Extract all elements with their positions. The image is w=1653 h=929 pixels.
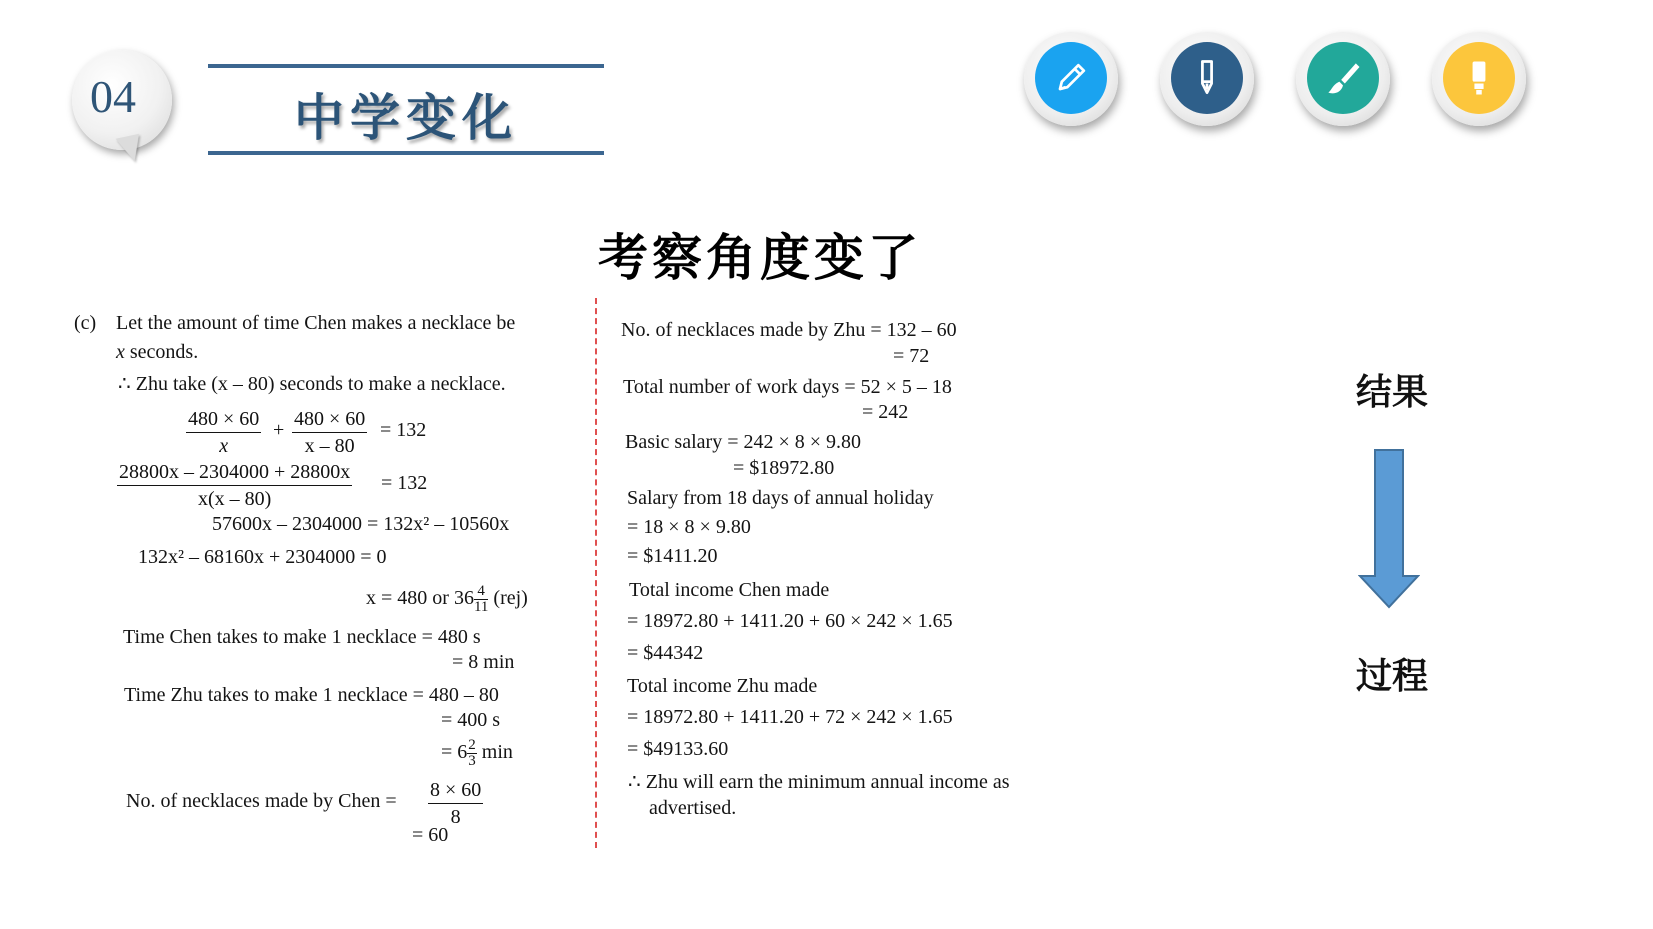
marker-icon — [1443, 42, 1515, 114]
chen-income-line-1: Total income Chen made — [629, 579, 830, 601]
variable-x: x — [116, 341, 125, 363]
bubble-tail — [116, 134, 145, 164]
eq2-fraction — [117, 461, 352, 511]
holiday-line-2: = 18 × 8 × 9.80 — [627, 516, 751, 538]
zhu-time-3-suffix: min — [476, 741, 513, 764]
zhu-necklaces-line-1: No. of necklaces made by Zhu = 132 – 60 — [621, 319, 957, 341]
zhu-time-frac-num: 2 — [468, 737, 476, 753]
zhu-income-line-3: = $49133.60 — [627, 738, 729, 760]
tool-brush — [1296, 32, 1390, 126]
tool-pencil — [1024, 32, 1118, 126]
chen-time-line-2: = 8 min — [452, 651, 515, 673]
result-label: 结果 — [1355, 372, 1428, 413]
zhu-necklaces-line-2: = 72 — [893, 345, 930, 367]
column-divider — [595, 298, 597, 848]
eq3: 57600x – 2304000 = 132x² – 10560x — [212, 513, 510, 535]
work-days-line-2: = 242 — [862, 401, 909, 423]
chen-necklaces-numerator: 8 × 60 — [428, 779, 483, 804]
eq5-fraction — [474, 584, 488, 615]
eq2-denominator: x(x – 80) — [197, 488, 272, 510]
brush-icon — [1307, 42, 1379, 114]
eq5-suffix: (rej) — [488, 587, 528, 610]
subtitle: 考察角度变了 — [598, 228, 922, 287]
intro-line-2 — [116, 342, 198, 362]
conclusion-line-1: ∴ Zhu will earn the minimum annual income as — [628, 771, 1010, 793]
title-rule-bottom — [208, 151, 604, 155]
eq2-rhs: = 132 — [381, 472, 428, 494]
down-arrow-icon — [1358, 448, 1420, 610]
eq1-frac2-numerator: 480 × 60 — [292, 408, 367, 433]
section-number: 04 — [90, 71, 136, 122]
zhu-income-line-2: = 18972.80 + 1411.20 + 72 × 242 × 1.65 — [627, 706, 953, 728]
zhu-time-frac-den: 3 — [468, 753, 476, 769]
chen-income-line-2: = 18972.80 + 1411.20 + 60 × 242 × 1.65 — [627, 610, 953, 632]
zhu-time-line-2: = 400 s — [441, 709, 501, 731]
eq1-fraction-2 — [292, 408, 367, 458]
basic-salary-line-2: = $18972.80 — [733, 457, 835, 479]
zhu-time-line-1: Time Zhu takes to make 1 necklace = 480 – 80 — [124, 684, 499, 706]
eq5-frac-num: 4 — [474, 584, 488, 600]
tool-marker — [1432, 32, 1526, 126]
basic-salary-line-1: Basic salary = 242 × 8 × 9.80 — [625, 431, 862, 453]
intro-line-2-text: seconds. — [124, 341, 199, 363]
part-label: (c) — [74, 312, 97, 334]
intro-line-1: Let the amount of time Chen makes a necklace be — [116, 312, 516, 334]
pen-icon — [1171, 42, 1243, 114]
therefore-line: ∴ Zhu take (x – 80) seconds to make a necklace. — [118, 373, 506, 395]
eq1-plus: + — [273, 419, 285, 441]
process-label: 过程 — [1355, 656, 1428, 697]
zhu-time-line-3 — [441, 738, 513, 769]
tool-pen — [1160, 32, 1254, 126]
eq1-rhs: = 132 — [380, 419, 427, 441]
chen-necklaces-fraction — [428, 779, 483, 829]
pencil-icon — [1035, 42, 1107, 114]
chen-necklaces-result: = 60 — [412, 824, 449, 846]
eq1-frac1-denominator: x — [219, 435, 229, 457]
eq1-frac2-denominator: x – 80 — [304, 435, 355, 457]
conclusion-line-2: advertised. — [649, 797, 737, 819]
chen-necklaces-label: No. of necklaces made by Chen = — [126, 790, 397, 812]
page-title: 中学变化 — [294, 89, 518, 147]
zhu-time-3-prefix: = 6 — [441, 741, 468, 764]
holiday-line-3: = $1411.20 — [627, 545, 718, 567]
eq1-fraction-1 — [186, 408, 261, 458]
eq4: 132x² – 68160x + 2304000 = 0 — [138, 546, 387, 568]
zhu-income-line-1: Total income Zhu made — [627, 675, 818, 697]
holiday-line-1: Salary from 18 days of annual holiday — [627, 487, 934, 509]
chen-time-line-1: Time Chen takes to make 1 necklace = 480 s — [123, 626, 481, 648]
eq5-prefix: x = 480 or 36 — [366, 587, 474, 610]
title-rule-top — [208, 64, 604, 68]
zhu-time-fraction — [467, 738, 477, 769]
work-days-line-1: Total number of work days = 52 × 5 – 18 — [623, 376, 952, 398]
eq5 — [366, 584, 528, 615]
chen-necklaces-denominator: 8 — [450, 806, 461, 828]
eq2-numerator: 28800x – 2304000 + 28800x — [117, 461, 352, 486]
chen-income-line-3: = $44342 — [627, 642, 704, 664]
eq5-frac-den: 11 — [473, 599, 489, 615]
eq1-frac1-numerator: 480 × 60 — [186, 408, 261, 433]
